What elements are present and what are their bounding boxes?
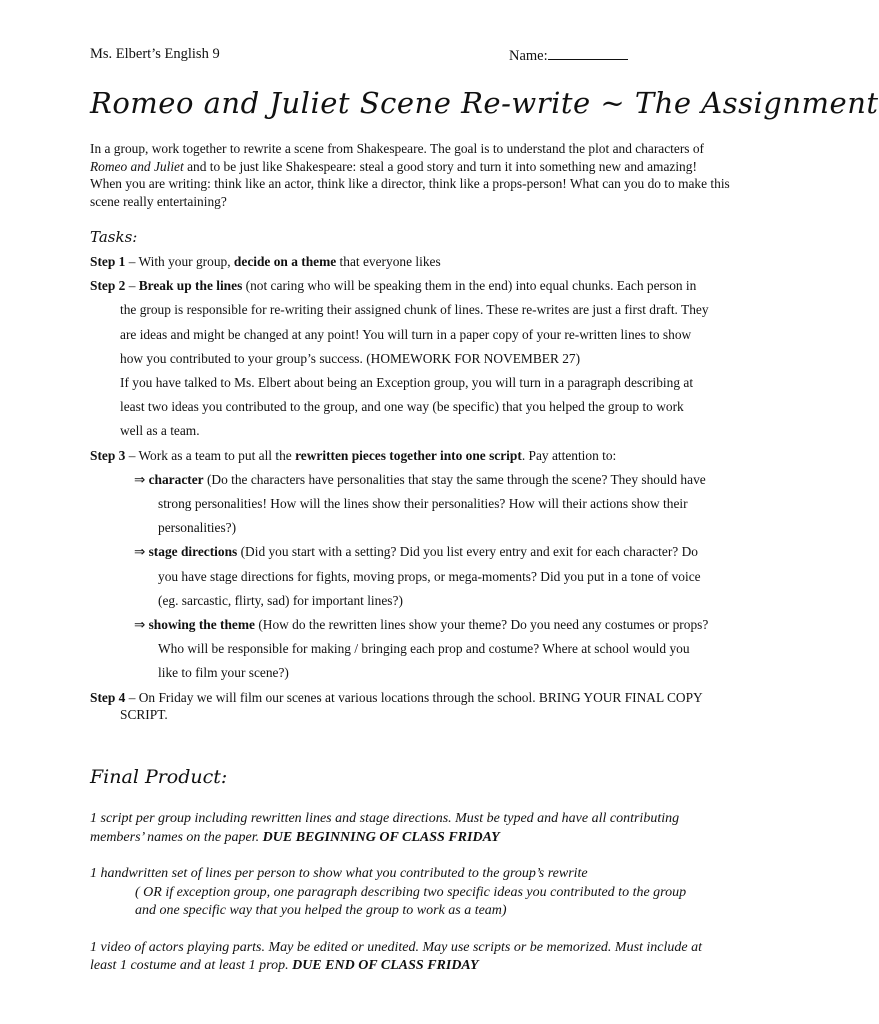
final-item-text: 1 script per group including rewritten lines and stage directions. Must be typed and have all contributing members’ names on the paper.	[90, 811, 680, 845]
item-text: (Did you start with a setting? Did you list every entry and exit for each character? Do you have stage directions for fights, moving props, or mega-moments? Did you put in a tone of voice (eg. sarcastic, flirty, sad) for important lines?)	[158, 544, 701, 608]
item-bold: stage directions	[148, 544, 238, 560]
name-blank-line	[548, 46, 628, 60]
tasks-heading: Tasks:	[90, 228, 138, 246]
step-4-label: Step 4	[90, 689, 126, 705]
step-4-text: – On Friday we will film our scenes at various locations through the school. BRING YOUR FINAL COPY SCRIPT.	[120, 689, 703, 723]
step-1-post: that everyone likes	[336, 254, 441, 269]
step-3-post: . Pay attention to:	[521, 447, 617, 463]
final-item-script	[90, 810, 710, 847]
step-3-label: Step 3	[90, 447, 126, 463]
step-1	[90, 250, 710, 274]
final-item-video	[90, 939, 710, 976]
step-3-item-theme	[90, 613, 710, 686]
final-product-heading: Final Product:	[90, 766, 228, 788]
item-text: (Do the characters have personalities that stay the same through the scene? They should have strong personalities! How will the lines show their personalities? How will their actions show their personalities?)	[158, 471, 706, 536]
step-1-pre: – With your group,	[125, 254, 234, 269]
step-2-pre: –	[125, 278, 139, 294]
step-1-bold: decide on a theme	[233, 254, 337, 269]
intro-text-1: In a group, work together to rewrite a scene from Shakespeare. The goal is to understand the plot and characters of	[90, 141, 705, 156]
step-4	[90, 689, 710, 724]
arrow-icon: ⇒	[134, 544, 146, 560]
step-2-post: (not caring who will be speaking them in the end) into equal chunks. Each person in the group is responsible for re-writing their assigned chunk of lines. These re-writes are just a first draft. They are ideas and might be changed at any point! You will turn in a paper copy of your re-written lines to show how you contributed to your group’s success. (HOMEWORK FOR NOVEMBER 27)	[120, 278, 709, 366]
name-label: Name:	[509, 48, 548, 64]
final-product-list	[90, 810, 710, 994]
intro-text-2: and to be just like Shakespeare: steal a good story and turn it into something new and amazing! When you are writing: think like an actor, think like a director, think like a props-person! What can you do to make this scene really entertaining?	[90, 158, 730, 209]
step-3	[90, 444, 710, 468]
final-item-lines	[90, 865, 710, 921]
step-3-item-stage-directions	[90, 540, 710, 613]
step-3-bold: rewritten pieces together into one script	[295, 447, 522, 463]
step-3-pre: – Work as a team to put all the	[125, 447, 296, 463]
play-title: Romeo and Juliet	[90, 158, 184, 174]
step-2-exception: If you have talked to Ms. Elbert about being an Exception group, you will turn in a paragraph describing at least two ideas you contributed to the group, and one way (be specific) that you helped the group to work well as a team.	[120, 375, 694, 439]
arrow-icon: ⇒	[134, 617, 146, 633]
due-date-script: DUE BEGINNING OF CLASS FRIDAY	[262, 829, 500, 845]
item-bold: showing the theme	[148, 617, 255, 633]
steps-list	[90, 250, 710, 724]
class-name: Ms. Elbert’s English 9	[90, 46, 220, 62]
step-2-label: Step 2	[90, 278, 126, 294]
final-item-text: 1 video of actors playing parts. May be edited or unedited. May use scripts or be memorized. Must include at least 1 costume and at least 1 prop.	[90, 939, 703, 973]
due-date-video: DUE END OF CLASS FRIDAY	[292, 958, 479, 973]
step-1-label: Step 1	[90, 254, 126, 269]
item-bold: character	[148, 471, 204, 487]
step-2	[90, 274, 710, 371]
item-text: (How do the rewritten lines show your theme? Do you need any costumes or props? Who will be responsible for making / bringing each prop and costume? Where at school would you like to film your scene?)	[158, 617, 709, 681]
name-field	[509, 46, 628, 65]
final-item-text: 1 handwritten set of lines per person to show what you contributed to the group’s rewrite	[90, 866, 588, 881]
exception-note: ( OR if exception group, one paragraph describing two specific ideas you contributed to the group and one specific way that you helped the group to work as a team)	[135, 884, 687, 918]
arrow-icon: ⇒	[134, 471, 146, 487]
intro-paragraph	[90, 140, 730, 210]
page-title: Romeo and Juliet Scene Re-write ~ The Assignment	[90, 86, 879, 120]
step-3-item-character	[90, 468, 710, 541]
step-2-bold: Break up the lines	[138, 278, 243, 294]
